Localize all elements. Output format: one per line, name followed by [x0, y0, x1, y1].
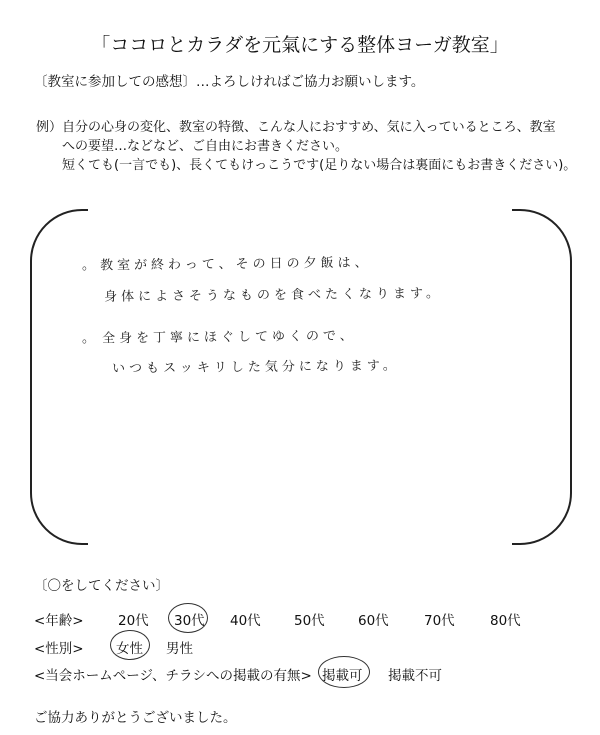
handwritten-comment-1b: 身体によさそうなものを食べたくなります。 — [103, 286, 444, 305]
age-selected-circle — [168, 603, 208, 633]
age-option-50s[interactable]: 50代 — [294, 613, 325, 629]
publish-selected-circle — [318, 656, 370, 688]
gender-selected-circle — [110, 630, 150, 660]
age-option-30s[interactable]: 30代 — [174, 613, 205, 629]
example-line-1: 例）自分の心身の変化、教室の特徴、こんな人におすすめ、気に入っているところ、教室 — [36, 120, 556, 135]
age-option-20s[interactable]: 20代 — [118, 613, 149, 629]
document-title: 「ココロとカラダを元氣にする整体ヨーガ教室」 — [91, 34, 509, 56]
example-line-2: への要望…などなど、ご自由にお書きください。 — [62, 139, 349, 154]
age-label: <年齢> — [34, 613, 84, 629]
publish-option-not-allowed[interactable]: 掲載不可 — [388, 668, 442, 684]
handwritten-comment-2b: いつもスッキリした気分になります。 — [111, 358, 400, 377]
gender-label: <性別> — [34, 641, 84, 657]
publish-option-allowed[interactable]: 掲載可 — [322, 668, 363, 684]
age-option-80s[interactable]: 80代 — [490, 613, 521, 629]
age-option-40s[interactable]: 40代 — [230, 613, 261, 629]
bullet-mark-2: 。 — [82, 331, 96, 346]
example-line-3: 短くても(一言でも)、長くてもけっこうです(足りない場合は裏面にもお書きください)。 — [62, 158, 577, 173]
gender-option-female[interactable]: 女性 — [116, 641, 143, 657]
age-option-70s[interactable]: 70代 — [424, 613, 455, 629]
bullet-mark-1: 。 — [82, 258, 96, 273]
handwritten-comment-2a: 全身を丁寧にほぐしてゆくので、 — [101, 328, 357, 347]
handwritten-comment-1a: 教室が終わって、その日の夕飯は、 — [99, 255, 372, 274]
closing-thanks: ご協力ありがとうございました。 — [34, 710, 237, 726]
publish-label: <当会ホームページ、チラシへの掲載の有無> — [34, 668, 312, 684]
gender-option-male[interactable]: 男性 — [166, 641, 193, 657]
feedback-heading: 〔教室に参加しての感想〕…よろしければご協力お願いします。 — [34, 74, 425, 90]
age-option-60s[interactable]: 60代 — [358, 613, 389, 629]
form-instruction: 〔〇をしてください〕 — [34, 578, 169, 594]
